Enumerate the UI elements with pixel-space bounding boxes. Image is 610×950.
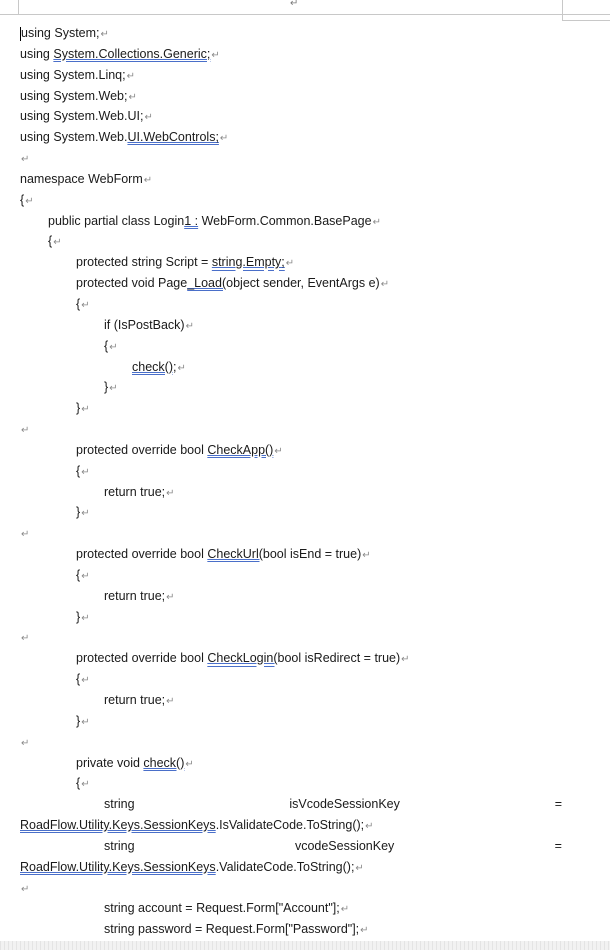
paragraph-mark: ↵: [109, 341, 118, 353]
code-line[interactable]: [20, 461, 565, 482]
code-line[interactable]: [20, 607, 565, 628]
paragraph-mark: ↵: [166, 591, 175, 603]
paragraph-mark: ↵: [274, 445, 283, 457]
code-text: {: [76, 776, 81, 791]
code-text: using System.Linq;: [20, 67, 126, 82]
grammar-squiggle: 1 :: [184, 213, 199, 228]
code-text: string: [104, 838, 135, 853]
code-text: protected void Page: [76, 276, 188, 291]
paragraph-mark: ↵: [81, 675, 90, 687]
code-line[interactable]: [20, 398, 565, 419]
code-text: isVcodeSessionKey: [289, 797, 400, 812]
code-text: using System.Web.: [20, 130, 128, 145]
code-text: bool isEnd = true): [262, 547, 362, 562]
empty-line[interactable]: [20, 627, 565, 648]
paragraph-mark: ↵: [100, 29, 109, 40]
code-line[interactable]: [20, 357, 565, 378]
code-text: {: [76, 672, 81, 687]
grammar-squiggle: CheckApp(): [207, 442, 274, 457]
code-text: protected override bool: [76, 442, 208, 457]
code-text: .IsValidateCode.ToString();: [215, 818, 365, 833]
paragraph-mark: ↵: [166, 696, 175, 707]
grammar-squiggle: CheckUrl(: [207, 547, 263, 562]
code-text: =: [554, 838, 562, 853]
paragraph-mark: ↵: [53, 237, 62, 249]
paragraph-mark: ↵: [401, 654, 410, 666]
paragraph-mark: ↵: [21, 883, 30, 895]
code-text: if (IsPostBack): [104, 317, 185, 332]
paragraph-mark: ↵: [81, 299, 90, 311]
code-line[interactable]: [20, 648, 565, 669]
code-line[interactable]: [20, 565, 565, 586]
paragraph-mark: ↵: [81, 716, 90, 728]
code-text: protected override bool: [76, 547, 208, 562]
code-line[interactable]: [20, 753, 565, 774]
empty-line[interactable]: [20, 732, 565, 753]
empty-line[interactable]: [20, 878, 565, 899]
grammar-squiggle: _Load(: [187, 276, 227, 291]
code-text: namespace WebForm: [20, 171, 143, 186]
code-line[interactable]: [20, 86, 565, 107]
code-text: =: [554, 797, 562, 812]
paragraph-mark: ↵: [21, 154, 30, 166]
code-text: protected string Script =: [76, 255, 212, 270]
code-text: {: [20, 192, 25, 207]
paragraph-mark: ↵: [372, 216, 381, 228]
code-line[interactable]: [20, 815, 565, 836]
code-text: private void: [76, 755, 144, 770]
paragraph-mark: ↵: [219, 133, 229, 145]
code-line[interactable]: [20, 44, 565, 65]
code-text: object sender, EventArgs e): [226, 276, 380, 291]
code-text: {: [76, 567, 81, 582]
code-text: .ValidateCode.ToString();: [215, 859, 355, 874]
paragraph-mark: ↵: [81, 612, 90, 624]
code-line[interactable]: [20, 23, 565, 44]
document-body[interactable]: [20, 23, 565, 940]
paragraph-mark: ↵: [21, 633, 30, 645]
grammar-squiggle: string.Empty;: [211, 255, 285, 270]
code-text: }: [76, 401, 81, 416]
code-line[interactable]: [20, 65, 565, 86]
code-line[interactable]: [20, 440, 565, 461]
paragraph-mark: ↵: [21, 737, 30, 749]
code-line[interactable]: [20, 294, 565, 315]
code-text: }: [76, 713, 81, 728]
code-line[interactable]: [20, 669, 565, 690]
code-text: {: [76, 463, 81, 478]
code-line[interactable]: [20, 106, 565, 127]
paragraph-mark: ↵: [81, 570, 90, 582]
code-line[interactable]: [20, 919, 565, 940]
code-text: using System;: [21, 26, 100, 40]
page-bottom-edge: [0, 941, 610, 950]
code-text: public partial class Login: [48, 213, 185, 228]
grammar-squiggle: check(): [143, 755, 185, 770]
code-text: protected override bool: [76, 651, 208, 666]
code-line[interactable]: [20, 502, 565, 523]
grammar-squiggle: System.Collections.Generic;: [53, 46, 211, 61]
code-text: vcodeSessionKey: [294, 838, 395, 853]
paragraph-mark: ↵: [340, 904, 350, 916]
code-text: string password = Request.Form["Password"];: [104, 922, 360, 937]
paragraph-mark: ↵: [166, 487, 175, 499]
paragraph-mark: ↵: [185, 758, 194, 770]
paragraph-mark: ↵: [211, 49, 220, 61]
code-text: }: [76, 609, 81, 624]
crop-mark-left: [18, 0, 19, 14]
code-line-justified[interactable]: [20, 794, 565, 815]
code-line[interactable]: [20, 190, 565, 211]
code-line[interactable]: [20, 482, 565, 503]
code-text: }: [104, 380, 109, 395]
paragraph-mark: ↵: [285, 258, 295, 270]
paragraph-mark: ↵: [360, 925, 369, 937]
code-line-justified[interactable]: [20, 836, 565, 857]
paragraph-mark: ↵: [81, 508, 90, 520]
grammar-squiggle: RoadFlow.Utility.Keys.SessionKeys: [20, 859, 216, 874]
code-line[interactable]: [20, 586, 565, 607]
code-line[interactable]: [20, 544, 565, 565]
code-line[interactable]: [20, 169, 565, 190]
code-line[interactable]: [20, 231, 565, 252]
code-text: using System.Web;: [20, 88, 128, 103]
code-text: return true;: [104, 484, 166, 499]
code-text: return true;: [104, 588, 166, 603]
empty-line[interactable]: [20, 148, 565, 169]
grammar-squiggle: UI.WebControls;: [127, 130, 219, 145]
grammar-squiggle: CheckLogin(: [207, 651, 278, 666]
code-line[interactable]: [20, 127, 565, 148]
paragraph-mark: ↵: [365, 821, 374, 833]
paragraph-mark: ↵: [355, 862, 364, 874]
code-line[interactable]: [20, 315, 565, 336]
paragraph-mark: ↵: [21, 425, 30, 437]
code-line[interactable]: [20, 211, 565, 232]
empty-line[interactable]: [20, 419, 565, 440]
paragraph-mark: ↵: [177, 362, 186, 374]
code-text: using System.Web.UI;: [20, 109, 144, 124]
paragraph-mark: ↵: [128, 91, 137, 103]
code-line[interactable]: [20, 336, 565, 357]
header-paragraph-mark: ↵: [290, 0, 299, 9]
paragraph-mark: ↵: [21, 529, 30, 541]
empty-line[interactable]: [20, 523, 565, 544]
code-text: }: [76, 505, 81, 520]
paragraph-mark: ↵: [81, 404, 90, 416]
page-header-area: [0, 0, 610, 15]
crop-mark-right: [562, 0, 563, 20]
paragraph-mark: ↵: [25, 195, 34, 207]
code-line[interactable]: [20, 273, 565, 294]
crop-mark-right-horizontal: [562, 20, 610, 21]
paragraph-mark: ↵: [380, 279, 390, 291]
code-text: string: [104, 797, 135, 812]
paragraph-mark: ↵: [126, 70, 135, 82]
code-line[interactable]: [20, 690, 565, 711]
code-line[interactable]: [20, 252, 565, 273]
code-line[interactable]: [20, 711, 565, 732]
paragraph-mark: ↵: [144, 112, 153, 124]
paragraph-mark: ↵: [362, 550, 371, 562]
grammar-squiggle: RoadFlow.Utility.Keys.SessionKeys: [20, 818, 216, 833]
paragraph-mark: ↵: [185, 320, 194, 332]
code-text: WebForm.Common.BasePage: [198, 213, 372, 228]
code-line[interactable]: [20, 857, 565, 878]
grammar-squiggle: check();: [132, 359, 177, 374]
code-text: {: [76, 296, 81, 311]
paragraph-mark: ↵: [81, 466, 90, 478]
code-text: using: [20, 46, 54, 61]
paragraph-mark: ↵: [143, 174, 153, 186]
code-line[interactable]: [20, 377, 565, 398]
code-line[interactable]: [20, 898, 565, 919]
code-line[interactable]: [20, 773, 565, 794]
code-text: string account = Request.Form["Account"];: [104, 901, 340, 916]
code-text: {: [104, 338, 109, 353]
paragraph-mark: ↵: [81, 779, 90, 791]
code-text: return true;: [104, 693, 166, 707]
code-text: {: [48, 234, 53, 249]
paragraph-mark: ↵: [109, 383, 118, 395]
code-text: bool isRedirect = true): [277, 651, 401, 666]
